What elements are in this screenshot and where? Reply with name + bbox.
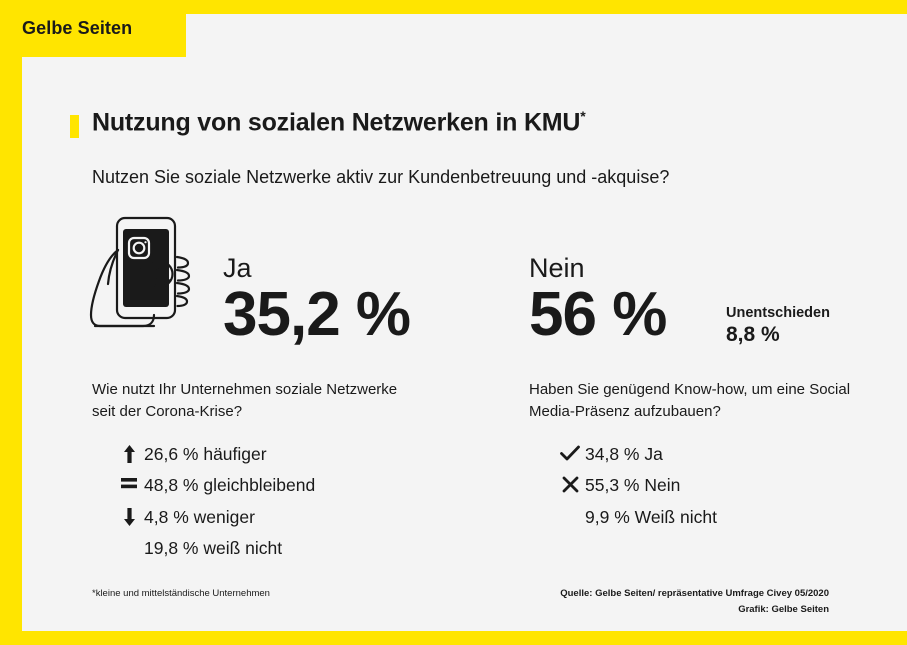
page-title-text [92, 108, 586, 137]
right-question-text: Haben Sie genügend Know-how, um eine Social Media-Präsenz aufzubauen? [529, 381, 851, 420]
list-item [114, 537, 422, 561]
hand-holding-smartphone-with-social-icons-illustration [85, 205, 245, 365]
left-item-2-text: 48,8 % gleichbleibend [144, 475, 316, 496]
arrow-down-icon [114, 506, 144, 526]
stat-unentschieden-value: 8,8 % [726, 323, 780, 346]
left-accent-bar [0, 0, 22, 645]
list-item [114, 474, 422, 498]
list-item [555, 443, 869, 467]
right-item-2-text: 55,3 % Nein [585, 475, 681, 496]
page-title-label: Nutzung von sozialen Netzwerken in KMU [92, 108, 581, 137]
page-title-footnote-marker: * [580, 108, 586, 124]
list-item [555, 474, 869, 498]
right-question-block [529, 379, 869, 537]
title-accent-marker [70, 115, 79, 138]
left-item-1-text: 26,6 % häufiger [144, 443, 267, 464]
stat-ja-label: Ja [223, 253, 252, 283]
svg-text:f: f [133, 261, 143, 294]
check-icon [555, 443, 585, 461]
page-subtitle: Nutzen Sie soziale Netzwerke aktiv zur Kundenbetreuung und -akquise? [92, 167, 670, 187]
left-question-text: Wie nutzt Ihr Unternehmen soziale Netzwerke seit der Corona-Krise? [92, 381, 398, 420]
left-question-block [92, 379, 422, 569]
footnote-definition: *kleine und mittelständische Unternehmen [92, 588, 270, 599]
cross-icon [555, 474, 585, 493]
stat-ja-value: 35,2 % [223, 280, 411, 349]
list-item [114, 506, 422, 530]
left-item-3-text: 4,8 % weniger [144, 506, 255, 527]
right-answer-list [555, 443, 869, 530]
brand-logo-text: Gelbe Seiten [22, 18, 133, 38]
brand-logo-tab [0, 0, 186, 57]
arrow-up-icon [114, 443, 144, 463]
stat-unentschieden-label: Unentschieden [726, 305, 830, 321]
footnote-source: Quelle: Gelbe Seiten/ repräsentative Umfrage Civey 05/2020 [560, 588, 829, 599]
page-title [70, 108, 586, 138]
bottom-accent-bar [0, 631, 907, 645]
list-item [555, 506, 869, 530]
right-item-3-text: 9,9 % Weiß nicht [585, 506, 717, 527]
stat-unentschieden [726, 305, 830, 348]
equals-icon [114, 474, 144, 490]
footnote-source-block [560, 586, 829, 618]
right-item-1-text: 34,8 % Ja [585, 443, 663, 464]
stat-nein-value: 56 % [529, 280, 667, 349]
stat-nein-label: Nein [529, 253, 585, 283]
left-item-4-text: 19,8 % weiß nicht [144, 538, 283, 559]
left-answer-list [114, 443, 422, 562]
stat-ja [223, 255, 410, 347]
stat-nein [529, 255, 666, 347]
footnote-credit: Grafik: Gelbe Seiten [738, 604, 829, 616]
list-item [114, 443, 422, 467]
